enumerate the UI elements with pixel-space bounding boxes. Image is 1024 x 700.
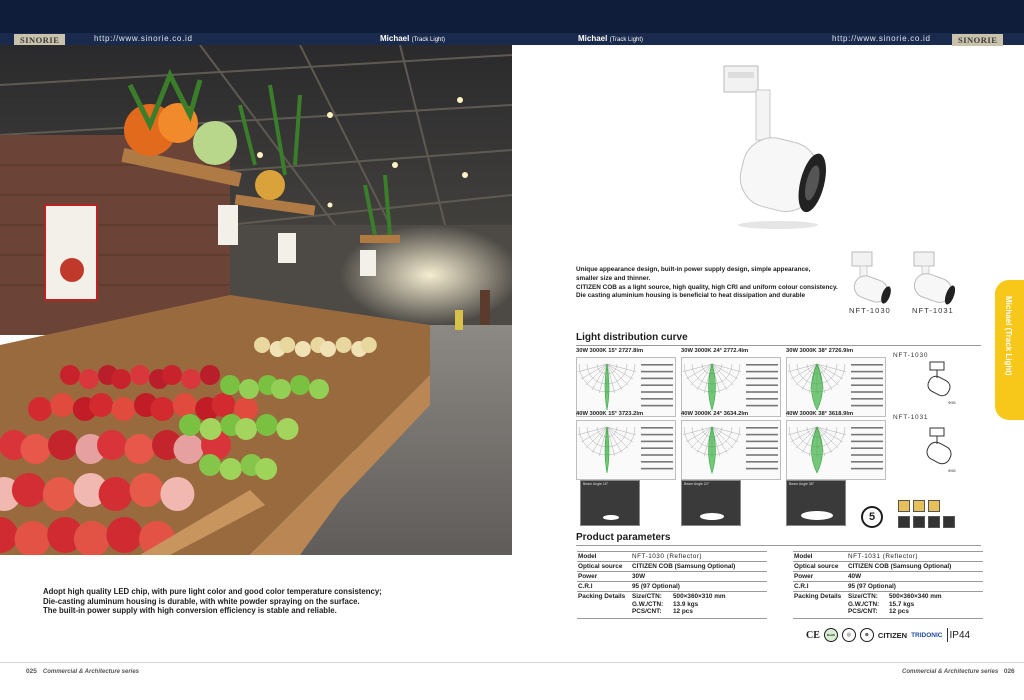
illuminance-table-line: [641, 454, 673, 456]
apple: [256, 414, 278, 436]
apple: [200, 418, 222, 440]
illuminance-table-line: [851, 454, 883, 456]
variant-nft-1031-image: [902, 250, 962, 306]
tridonic-logo: TRIDONIC: [911, 631, 943, 639]
illuminance-table-line: [746, 398, 778, 400]
apple: [162, 365, 182, 385]
illuminance-table-line: [641, 461, 673, 463]
feature-icon: [913, 516, 925, 528]
apple: [111, 369, 131, 389]
apple: [97, 430, 127, 460]
apple: [79, 369, 99, 389]
illuminance-table-line: [641, 434, 673, 436]
svg-text:Φ55: Φ55: [948, 400, 956, 405]
feature-icon: [943, 516, 955, 528]
apple: [361, 337, 377, 353]
illuminance-table-line: [746, 434, 778, 436]
apple: [212, 393, 236, 417]
apple: [336, 337, 352, 353]
illuminance-table-line: [851, 364, 883, 366]
illuminance-table-line: [641, 427, 673, 429]
apple: [48, 430, 78, 460]
footer-right: Commercial & Architecture series 026: [902, 668, 1015, 675]
apple: [220, 458, 242, 480]
curve-model-label-1030: NFT-1030: [893, 352, 929, 359]
citizen-logo: CITIZEN: [877, 630, 908, 640]
apple: [220, 375, 240, 395]
illuminance-table-line: [641, 384, 673, 386]
apple: [277, 418, 299, 440]
apple: [279, 337, 295, 353]
apple: [130, 473, 164, 507]
beam-lobe: [605, 427, 609, 473]
illuminance-table-line: [746, 461, 778, 463]
polar-curve-panel: [786, 357, 886, 417]
beam-sample-38: Beam Angle 38°: [786, 480, 846, 526]
illuminance-table-line: [746, 391, 778, 393]
polar-curve-panel: [576, 420, 676, 480]
illuminance-table-line: [851, 391, 883, 393]
feature-icon-row: [898, 500, 940, 512]
beam-lobe: [709, 427, 716, 473]
illuminance-table-line: [746, 454, 778, 456]
curve-heading: 40W 3000K 38° 3618.9lm: [786, 411, 854, 417]
variant-label-1031: NFT-1031: [912, 306, 954, 315]
apple: [199, 454, 221, 476]
illuminance-table-line: [851, 405, 883, 407]
footer-left: 025 Commercial & Architecture series: [26, 668, 140, 675]
illuminance-table-line: [851, 378, 883, 380]
illuminance-table-line: [851, 398, 883, 400]
apple: [235, 418, 257, 440]
curve-section-rule: [576, 345, 981, 346]
param-row-model: Model NFT-1030 (Reflector): [577, 551, 767, 561]
illuminance-table-line: [746, 427, 778, 429]
curve-model-label-1031: NFT-1031: [893, 414, 929, 421]
curve-heading: 30W 3000K 38° 2726.9lm: [786, 348, 854, 354]
footer-rule: [0, 662, 1024, 663]
apple: [89, 393, 113, 417]
apple: [254, 337, 270, 353]
apple: [200, 365, 220, 385]
apple: [295, 341, 311, 357]
illuminance-table-line: [851, 427, 883, 429]
param-row-packing: Packing Details Size/CTN: G.W./CTN: PCS/CNT: 500×360×340 mm 15.7 kgs 12 pcs: [793, 591, 983, 619]
apple: [255, 458, 277, 480]
param-row-optical: Optical source CITIZEN COB (Samsung Optional): [577, 561, 767, 571]
apple: [106, 517, 142, 553]
illuminance-table-line: [641, 371, 673, 373]
param-row-cri: C.R.I 95 (97 Optional): [577, 581, 767, 591]
illuminance-table-line: [851, 468, 883, 470]
illuminance-table-line: [851, 447, 883, 449]
param-row-power: Power 40W: [793, 571, 983, 581]
url-left[interactable]: http://www.sinorie.co.id: [94, 34, 193, 43]
illuminance-table-line: [746, 468, 778, 470]
feature-icon-row-2: [898, 516, 955, 528]
illuminance-table-line: [641, 405, 673, 407]
beam-sample-24: Beam Angle 24°: [681, 480, 741, 526]
illuminance-table-line: [746, 378, 778, 380]
product-features: Unique appearance design, built-in power supply design, simple appearance, smaller size and thinner. CITIZEN COB as a light source, high quality, high CRI and uniform colour consistency. Die casting aluminium housing is beneficial to heat dissipation and durable: [576, 266, 838, 300]
illuminance-table-line: [746, 384, 778, 386]
ip44-rating: IP44: [947, 628, 971, 642]
params-section-rule: [576, 545, 981, 546]
illuminance-table-line: [746, 441, 778, 443]
feature-icon: [898, 500, 910, 512]
param-row-power: Power 30W: [577, 571, 767, 581]
params-section-title: Product parameters: [576, 532, 671, 543]
illuminance-table-line: [746, 364, 778, 366]
feature-icon: [928, 500, 940, 512]
illuminance-table-line: [851, 461, 883, 463]
apple: [290, 375, 310, 395]
apple: [50, 393, 74, 417]
param-row-packing: Packing Details Size/CTN: G.W./CTN: PCS/CNT: 500×360×310 mm 13.9 kgs 12 pcs: [577, 591, 767, 619]
apple: [239, 379, 259, 399]
apple: [112, 397, 136, 421]
apple: [309, 379, 329, 399]
curve-heading: 40W 3000K 24° 3634.2lm: [681, 411, 749, 417]
variant-label-1030: NFT-1030: [849, 306, 891, 315]
apple: [179, 414, 201, 436]
illuminance-table-line: [851, 434, 883, 436]
apple: [181, 369, 201, 389]
dimension-drawing-1031: [920, 426, 960, 474]
illuminance-table-line: [851, 384, 883, 386]
left-description: Adopt high quality LED chip, with pure light color and good color temperature consistency; Die-casting aluminum housing is durable, with white powder spraying on the surface. The built-in power supply with high conversion efficiency is stable and reliable.: [43, 587, 382, 616]
header-title-right: Michael (Track Light): [578, 34, 644, 43]
beam-sample-15: Beam Angle 15°: [580, 480, 640, 526]
variant-nft-1030-image: [840, 250, 900, 306]
feature-icon: [928, 516, 940, 528]
illuminance-table-line: [641, 398, 673, 400]
params-table-1031: [793, 551, 983, 621]
brand-logo-left: SINORIE: [14, 34, 65, 46]
section-side-tab[interactable]: Michael (Track Light): [995, 280, 1024, 420]
apple: [150, 397, 174, 421]
apple: [125, 434, 155, 464]
curve-heading: 40W 3000K 15° 3723.2lm: [576, 411, 644, 417]
beam-lobe: [709, 364, 716, 410]
apple: [271, 379, 291, 399]
apple: [174, 434, 204, 464]
brand-logo-right: SINORIE: [952, 34, 1003, 46]
illuminance-table-line: [851, 371, 883, 373]
illuminance-table-line: [641, 364, 673, 366]
polar-curve-panel: [681, 357, 781, 417]
track-light-product-image: [718, 60, 828, 232]
ce-mark-icon: CE: [806, 629, 820, 641]
polar-curve-panel: [786, 420, 886, 480]
apple: [160, 477, 194, 511]
polar-curve-panel: [681, 420, 781, 480]
apple: [173, 393, 197, 417]
apple: [43, 477, 77, 511]
apple: [12, 473, 46, 507]
cert-circle-icon-2: ⊕: [860, 628, 874, 642]
feature-icon: [898, 516, 910, 528]
supermarket-photo: [0, 45, 512, 555]
curve-section-title: Light distribution curve: [576, 332, 688, 343]
dimension-drawing-1030: [920, 360, 960, 408]
illuminance-table-line: [641, 468, 673, 470]
apple: [130, 365, 150, 385]
param-row-cri: C.R.I 95 (97 Optional): [793, 581, 983, 591]
illuminance-table-line: [641, 447, 673, 449]
header-title-left: Michael (Track Light): [380, 34, 446, 43]
param-row-model: Model NFT-1031 (Reflector): [793, 551, 983, 561]
illuminance-table-line: [746, 447, 778, 449]
polar-curve-panel: [576, 357, 676, 417]
params-table-1030: [577, 551, 767, 621]
illuminance-table-line: [746, 405, 778, 407]
apple: [320, 341, 336, 357]
curve-heading: 30W 3000K 24° 2772.4lm: [681, 348, 749, 354]
illuminance-table-line: [641, 441, 673, 443]
illuminance-table-line: [641, 391, 673, 393]
apple: [99, 477, 133, 511]
beam-lobe: [605, 364, 609, 410]
param-row-optical: Optical source CITIZEN COB (Samsung Optional): [793, 561, 983, 571]
apple: [60, 365, 80, 385]
url-right[interactable]: http://www.sinorie.co.id: [832, 34, 931, 43]
warranty-badge: 5: [861, 506, 883, 528]
illuminance-table-line: [746, 371, 778, 373]
curve-heading: 30W 3000K 15° 2727.8lm: [576, 348, 644, 354]
apple: [21, 434, 51, 464]
cert-circle-icon: ◎: [842, 628, 856, 642]
feature-icon: [913, 500, 925, 512]
illuminance-table-line: [641, 378, 673, 380]
rohs-icon: RoHS: [824, 628, 838, 642]
illuminance-table-line: [851, 441, 883, 443]
svg-text:Φ65: Φ65: [948, 468, 956, 473]
apple: [28, 397, 52, 421]
certification-logos: [806, 626, 982, 644]
